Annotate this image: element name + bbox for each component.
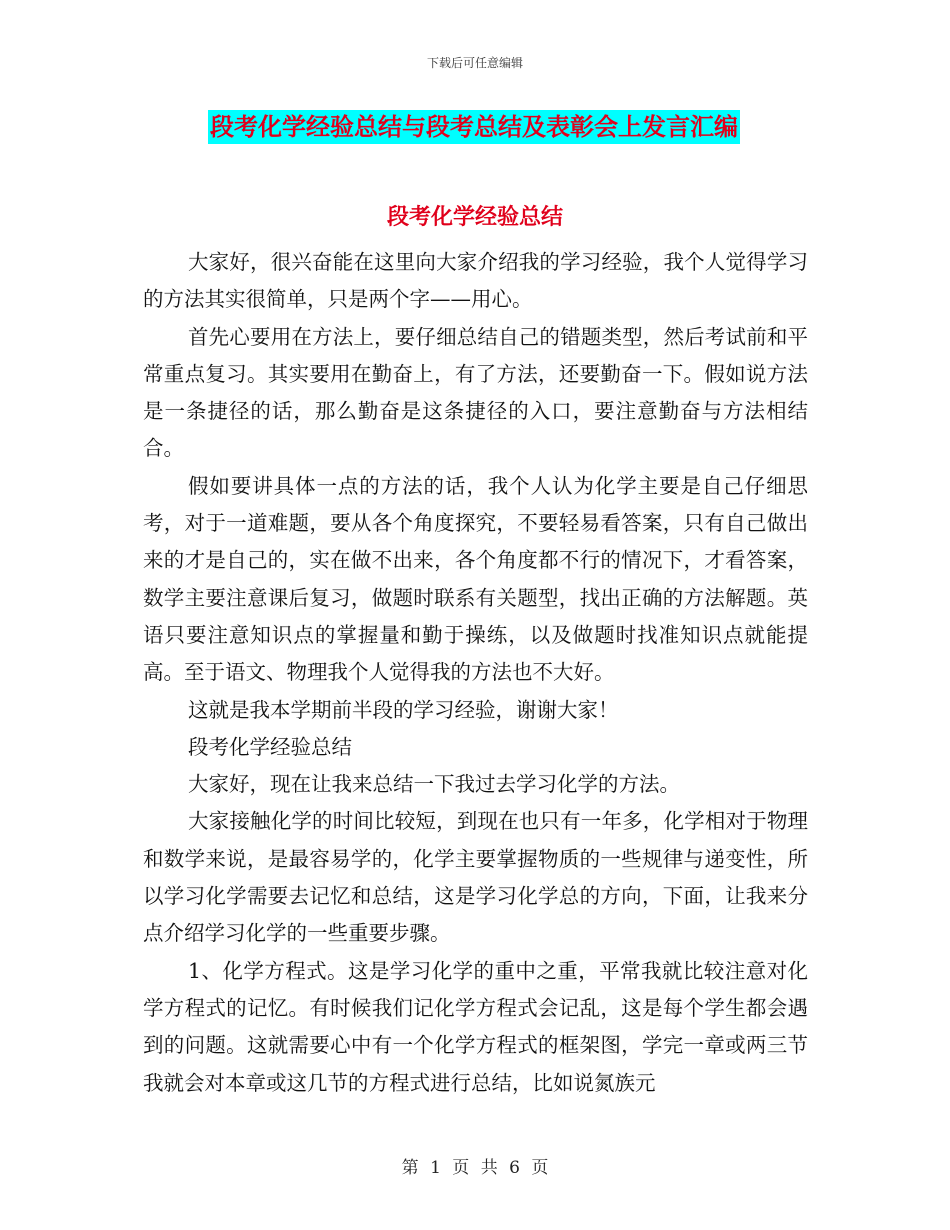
document-title-block bbox=[208, 110, 740, 144]
paragraph: 大家接触化学的时间比较短，到现在也只有一年多，化学相对于物理和数学来说，是最容易学的，化学主要掌握物质的一些规律与递变性，所以学习化学需要去记忆和总结，这是学习化学总的方向，下面，让我来分点介绍学习化学的一些重要步骤。 bbox=[143, 809, 808, 946]
document-body bbox=[143, 244, 808, 1102]
paragraph: 段考化学经验总结 bbox=[188, 734, 352, 759]
paragraph: 大家好，现在让我来总结一下我过去学习化学的方法。 bbox=[188, 772, 680, 797]
paragraph: 大家好，很兴奋能在这里向大家介绍我的学习经验，我个人觉得学习的方法其实很简单，只是两个字——用心。 bbox=[143, 250, 808, 312]
page-footer-indicator: 第 1 页 共 6 页 bbox=[401, 1158, 549, 1178]
section-heading: 段考化学经验总结 bbox=[386, 205, 563, 230]
paragraph: 假如要讲具体一点的方法的话，我个人认为化学主要是自己仔细思考，对于一道难题，要从各个角度探究，不要轻易看答案，只有自己做出来的才是自己的，实在做不出来，各个角度都不行的情况下，才看答案，数学主要注意课后复习，做题时联系有关题型，找出正确的方法解题。英语只要注意知识点的掌握量和勤于操练，以及做题时找准知识点就能提高。至于语文、物理我个人觉得我的方法也不大好。 bbox=[143, 473, 808, 685]
page-header-note: 下载后可任意编辑 bbox=[426, 56, 523, 70]
paragraph: 这就是我本学期前半段的学习经验，谢谢大家！ bbox=[188, 697, 619, 722]
document-title: 段考化学经验总结与段考总结及表彰会上发言汇编 bbox=[208, 110, 740, 144]
paragraph: 1、化学方程式。这是学习化学的重中之重，平常我就比较注意对化学方程式的记忆。有时候我们记化学方程式会记乱，这是每个学生都会遇到的问题。这就需要心中有一个化学方程式的框架图，学完一章或两三节我就会对本章或这几节的方程式进行总结，比如说氮族元 bbox=[143, 958, 808, 1095]
paragraph: 首先心要用在方法上，要仔细总结自己的错题类型，然后考试前和平常重点复习。其实要用在勤奋上，有了方法，还要勤奋一下。假如说方法是一条捷径的话，那么勤奋是这条捷径的入口，要注意勤奋与方法相结合。 bbox=[143, 324, 808, 461]
